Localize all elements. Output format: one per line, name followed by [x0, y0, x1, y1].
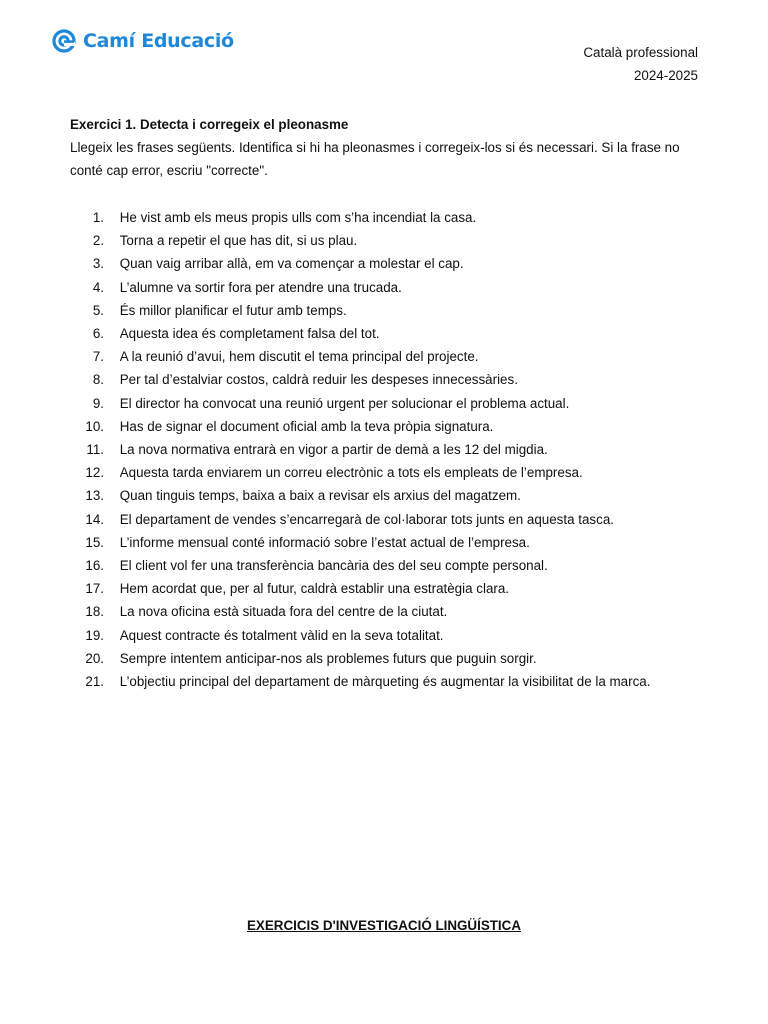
list-item-number: 14. [85, 511, 104, 527]
list-item-text: És millor planificar el futur amb temps. [119, 302, 347, 318]
list-item-text: Aquesta tarda enviarem un correu electrònic a tots els empleats de l’empresa. [119, 465, 583, 481]
list-item-text: Has de signar el document oficial amb la teva pròpia signatura. [119, 418, 494, 434]
list-item [70, 624, 710, 647]
list-item-number: 1. [92, 210, 104, 225]
list-item [70, 415, 710, 438]
list-item-text: Aquesta idea és completament falsa del tot. [119, 326, 380, 342]
list-item [70, 299, 710, 322]
list-item [70, 252, 710, 275]
sentence-list [70, 206, 710, 693]
list-item-number: 7. [92, 349, 104, 365]
list-item-text: La nova oficina està situada fora del centre de la ciutat. [119, 604, 448, 620]
list-item-number: 5. [92, 302, 104, 318]
list-item-number: 20. [85, 650, 104, 666]
list-item-text: L’alumne va sortir fora per atendre una trucada. [119, 279, 402, 295]
list-item [70, 508, 710, 531]
list-item-text: El departament de vendes s’encarregarà de col·laborar tots junts en aquesta tasca. [119, 511, 614, 527]
list-item-number: 9. [92, 395, 104, 411]
list-item-text: L’objectiu principal del departament de màrqueting és augmentar la visibilitat de la marca. [119, 674, 651, 690]
exercise-section [70, 114, 710, 693]
logo [52, 29, 234, 53]
list-item-text: A la reunió d’avui, hem discutit el tema principal del projecte. [119, 349, 479, 365]
list-item [70, 461, 710, 484]
list-item [70, 392, 710, 415]
cami-logo-icon [52, 29, 76, 53]
list-item-text: Quan vaig arribar allà, em va començar a molestar el cap. [119, 256, 464, 272]
list-item-text: Aquest contracte és totalment vàlid en la seva totalitat. [119, 627, 444, 643]
list-item [70, 322, 710, 345]
list-item-number: 2. [92, 233, 104, 249]
list-item-text: Per tal d’estalviar costos, caldrà reduir les despeses innecessàries. [119, 372, 518, 388]
list-item-number: 19. [85, 627, 104, 643]
list-item-number: 21. [85, 674, 104, 690]
list-item [70, 276, 710, 299]
list-item-text: El client vol fer una transferència bancària des del seu compte personal. [119, 558, 548, 574]
list-item [70, 484, 710, 507]
list-item-text: Sempre intentem anticipar-nos als problemes futurs que puguin sorgir. [119, 650, 537, 666]
list-item-text: He vist amb els meus propis ulls com s’ha incendiat la casa. [119, 210, 477, 225]
list-item-number: 16. [85, 558, 104, 574]
list-item [70, 600, 710, 623]
list-item [70, 206, 710, 229]
list-item-number: 15. [85, 534, 104, 550]
list-item-text: Hem acordat que, per al futur, caldrà establir una estratègia clara. [119, 581, 510, 597]
list-item-number: 10. [85, 418, 104, 434]
list-item [70, 345, 710, 368]
list-item-number: 18. [85, 604, 104, 620]
list-item [70, 368, 710, 391]
list-item-number: 17. [85, 581, 104, 597]
list-item-number: 11. [86, 442, 104, 458]
list-item [70, 670, 710, 693]
list-item [70, 531, 710, 554]
list-item [70, 554, 710, 577]
list-item-number: 3. [92, 256, 104, 272]
school-year: 2024-2025 [633, 68, 698, 83]
exercise-instructions: Llegeix les frases següents. Identifica si hi ha pleonasmes i corregeix-los si és necessari. Si la frase no conté cap error, escriu "correcte". [70, 140, 680, 178]
header-info [583, 41, 698, 87]
section-title: EXERCICIS D'INVESTIGACIÓ LINGÜÍSTICA [247, 918, 521, 933]
list-item-text: La nova normativa entrarà en vigor a partir de demà a les 12 del migdia. [119, 442, 548, 458]
list-item-number: 4. [92, 279, 104, 295]
list-item [70, 229, 710, 252]
logo-text: Camí Educació [83, 30, 234, 52]
list-item-text: L’informe mensual conté informació sobre l’estat actual de l’empresa. [119, 534, 530, 550]
list-item-text: Torna a repetir el que has dit, si us plau. [119, 233, 358, 249]
course-name: Català professional [583, 45, 698, 60]
list-item-number: 8. [92, 372, 104, 388]
list-item [70, 577, 710, 600]
list-item-text: Quan tinguis temps, baixa a baix a revisar els arxius del magatzem. [119, 488, 521, 504]
list-item-number: 13. [85, 488, 104, 504]
list-item [70, 647, 710, 670]
list-item [70, 438, 710, 461]
list-item-text: El director ha convocat una reunió urgent per solucionar el problema actual. [119, 395, 570, 411]
exercise-title: Exercici 1. Detecta i corregeix el pleonasme [70, 117, 349, 132]
list-item-number: 12. [85, 465, 104, 481]
list-item-number: 6. [92, 326, 104, 342]
